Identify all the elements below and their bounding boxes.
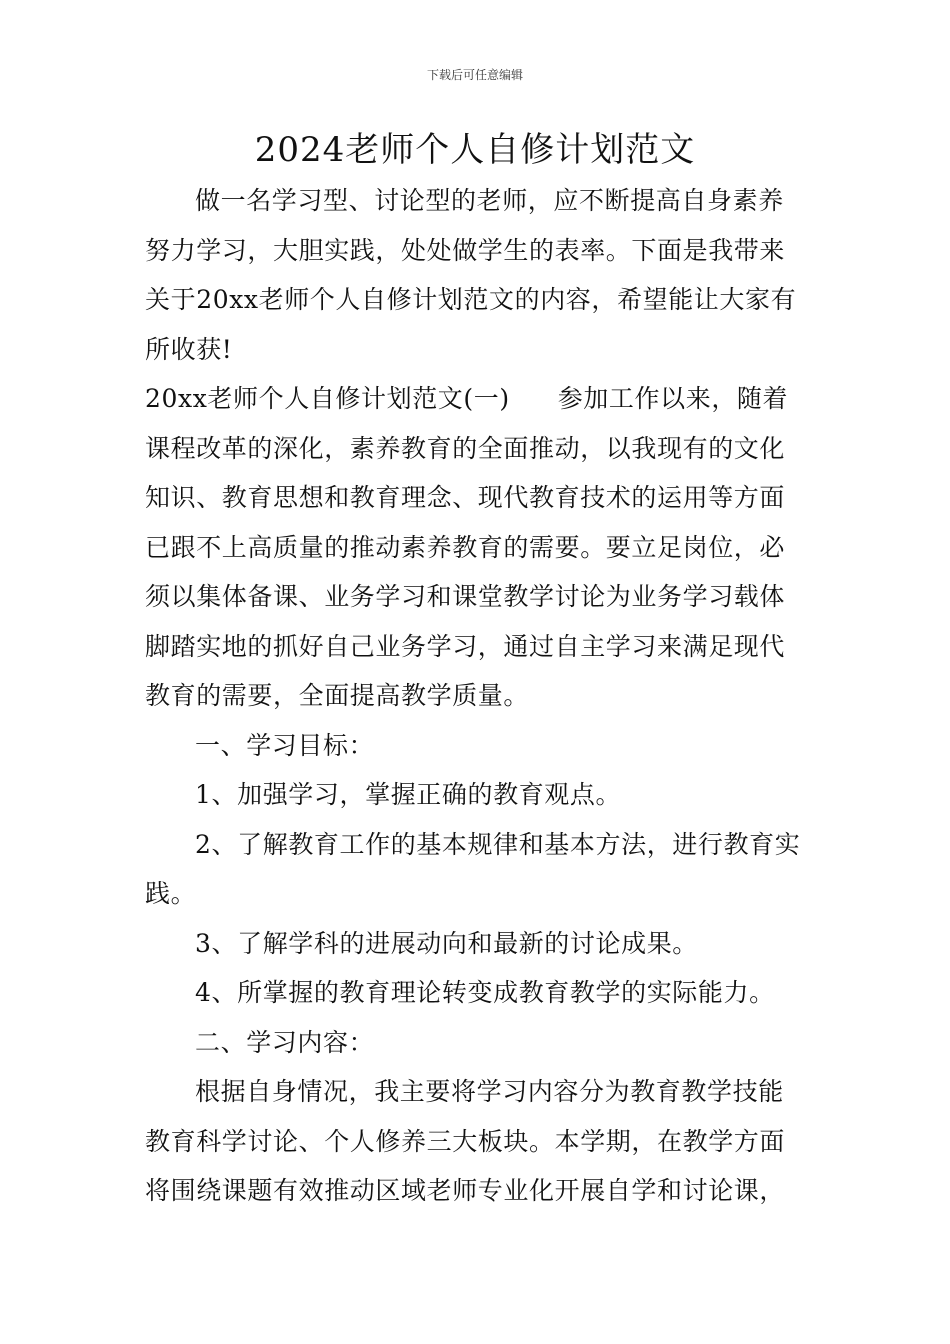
content-heading: 二、学习内容：	[195, 1027, 375, 1057]
document-body	[145, 176, 825, 1216]
intro-line: 做一名学习型、讨论型的老师，应不断提高自身素养	[195, 186, 784, 215]
goal-item-2: 2、了解教育工作的基本规律和基本方法，进行教育实	[195, 829, 801, 859]
section1-lead: 参加工作以来，随着	[557, 384, 789, 413]
section1-line: 教育的需要，全面提高教学质量。	[145, 681, 530, 710]
goal-item-3: 3、了解学科的进展动向和最新的讨论成果。	[195, 928, 698, 958]
intro-line: 所收获!	[145, 334, 233, 364]
section1-line: 脚踏实地的抓好自己业务学习，通过自主学习来满足现代	[145, 631, 786, 661]
goal-item-1: 1、加强学习，掌握正确的教育观点。	[195, 780, 622, 809]
document-title: 2024老师个人自修计划范文	[254, 130, 696, 170]
section1-line: 已跟不上高质量的推动素养教育的需要。要立足岗位，必	[145, 532, 786, 562]
goal-item-2-continued: 践。	[145, 879, 197, 908]
section1-line: 知识、教育思想和教育理念、现代教育技术的运用等方面	[145, 483, 786, 512]
section1-line: 课程改革的深化，素养教育的全面推动，以我现有的文化	[145, 433, 786, 463]
section1-first-line	[145, 374, 825, 424]
content-line: 教育科学讨论、个人修养三大板块。本学期，在教学方面	[145, 1126, 786, 1156]
page-header-note: 下载后可任意编辑	[426, 68, 523, 82]
section1-heading: 20xx老师个人自修计划范文(一)	[145, 384, 510, 413]
content-line: 根据自身情况，我主要将学习内容分为教育教学技能	[195, 1077, 784, 1106]
goal-item-4: 4、所掌握的教育理论转变成教育教学的实际能力。	[195, 978, 775, 1007]
intro-line: 关于20xx老师个人自修计划范文的内容，希望能让大家有	[145, 285, 797, 314]
goals-heading: 一、学习目标：	[195, 730, 375, 760]
intro-line: 努力学习，大胆实践，处处做学生的表率。下面是我带来	[145, 235, 786, 265]
content-line: 将围绕课题有效推动区域老师专业化开展自学和讨论课，	[145, 1176, 786, 1205]
section1-line: 须以集体备课、业务学习和课堂教学讨论为业务学习载体	[145, 582, 786, 611]
